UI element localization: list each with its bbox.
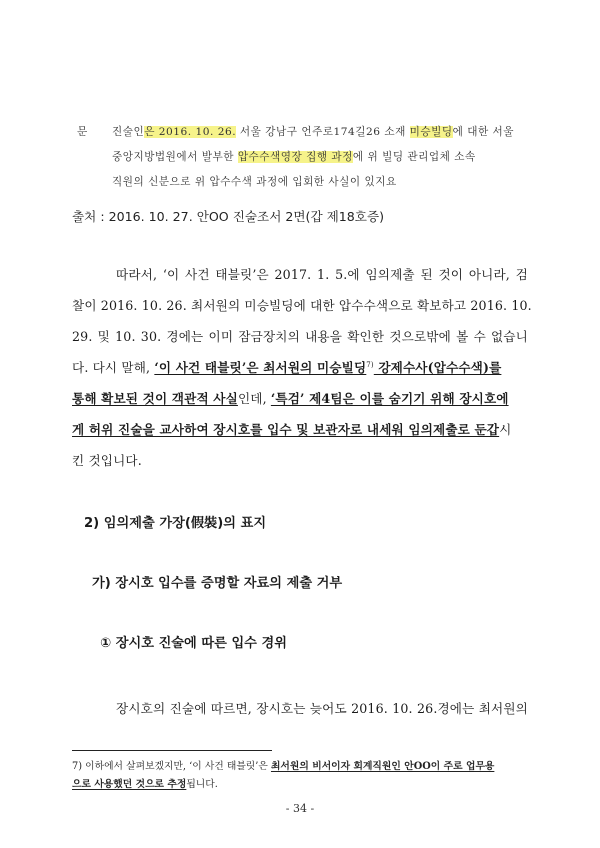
footnote-line-2 <box>72 776 218 790</box>
highlight-building: 미승빌딩 <box>409 126 453 138</box>
p1-l5-emph1: 통해 확보된 것이 객관적 사실 <box>72 391 238 406</box>
quote-line-2-a: 중앙지방법원에서 발부한 <box>112 151 238 163</box>
source-citation: 출처 : 2016. 10. 27. 안OO 진술조서 2면(갑 제18호증) <box>72 209 385 224</box>
quote-line-1 <box>112 124 514 139</box>
fn-l1-plain: 7) 이하에서 살펴보겠지만, ‘이 사건 태블릿’은 <box>72 761 271 772</box>
p1-l6-plain: 시 <box>499 422 512 437</box>
quote-label: 문 <box>77 126 88 138</box>
fn-l2-plain: 됩니다. <box>186 779 218 790</box>
p1-l6-emph: 게 허위 진술을 교사하여 장시호를 입수 및 보관자로 내세워 임의제출로 둔갑 <box>72 422 500 437</box>
footnote-divider <box>72 750 272 751</box>
paragraph-2-line-1: 장시호의 진술에 따르면, 장시호는 늦어도 2016. 10. 26.경에는 최서원의 <box>116 701 528 716</box>
quote-line-1-a: 진술인 <box>112 126 145 138</box>
paragraph-1-line-2: 찰이 2016. 10. 26. 최서원의 미승빌딩에 대한 압수수색으로 확보하고 2016. 10. <box>72 298 532 313</box>
p1-l4-plain: 다. 다시 말해, <box>72 360 155 375</box>
paragraph-1-line-5 <box>72 388 509 407</box>
p1-l4-emph-cont: 강제수사(압수수색)를 <box>373 360 502 375</box>
paragraph-1-line-4 <box>72 357 501 376</box>
fn-l1-emph: 최서원의 비서이자 회계직원인 안OO이 주로 업무용 <box>270 761 495 772</box>
paragraph-1-line-6 <box>72 419 511 438</box>
highlight-warrant: 압수수색영장 집행 과정 <box>237 151 353 163</box>
paragraph-1-line-1: 따라서, ‘이 사건 태블릿’은 2017. 1. 5.에 임의제출 된 것이 아니라, 검 <box>116 267 528 282</box>
section-heading-2: 2) 임의제출 가장(假裝)의 표지 <box>84 516 267 531</box>
fn-l2-emph: 으로 사용했던 것으로 추정 <box>72 779 187 790</box>
p1-l4-emph: ‘이 사건 태블릿’은 최서원의 미승빌딩 <box>154 360 367 375</box>
p1-l5-emph2: ‘특검’ 제4팀은 이를 숨기기 위해 장시호에 <box>270 391 509 406</box>
highlight-date: 은 2016. 10. 26. <box>144 126 237 138</box>
footnote-line-1 <box>72 758 494 772</box>
quote-line-1-b: 서울 강남구 언주로174길26 소재 <box>236 126 410 138</box>
subsection-heading-1: ① 장시호 진술에 따른 입수 경위 <box>100 636 287 651</box>
paragraph-1-line-3: 29. 및 10. 30. 경에는 이미 잠금장치의 내용을 확인한 것으로밖에 볼 수 없습니 <box>72 329 528 344</box>
quote-line-3: 직원의 신분으로 위 압수수색 과정에 입회한 사실이 있지요 <box>112 176 397 188</box>
p1-l5-plain: 인데, <box>237 391 271 406</box>
paragraph-1-line-7: 킨 것입니다. <box>72 453 142 468</box>
footnote-ref-7[interactable]: 7) <box>366 360 374 369</box>
quote-line-2 <box>112 149 476 164</box>
subsection-heading-ga: 가) 장시호 입수를 증명할 자료의 제출 거부 <box>92 576 343 591</box>
quote-line-2-b: 에 위 빌딩 관리업체 소속 <box>352 151 476 163</box>
quote-line-1-c: 에 대한 서울 <box>452 126 515 138</box>
page-number: - 34 - <box>285 802 315 815</box>
